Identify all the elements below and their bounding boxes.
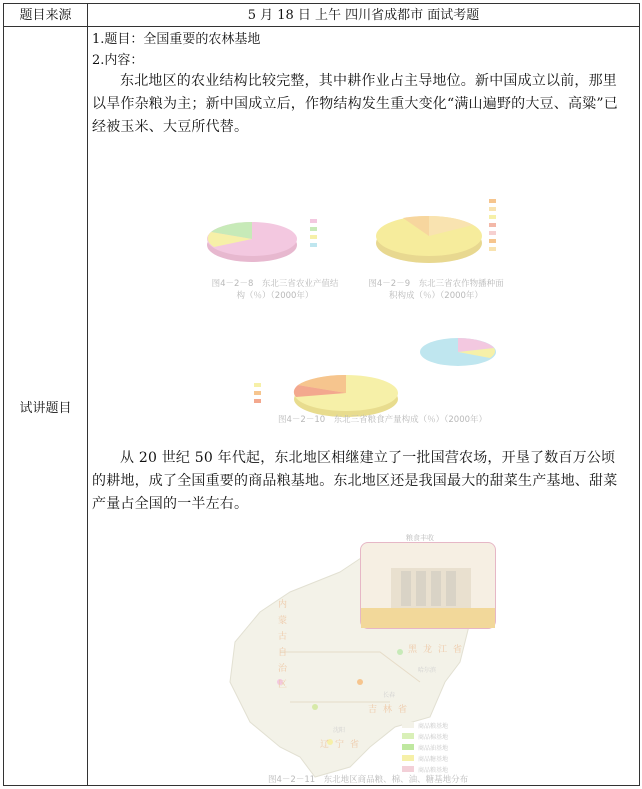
map-label-2: 古 [278, 632, 288, 642]
topic-title: 1.题目：全国重要的农林基地 [92, 32, 261, 47]
paragraph-1: 东北地区的农业结构比较完整，其中耕作业占主导地位。新中国成立以前，那里以旱作杂粮为主；新中国成立后，作物结构发生重大变化“满山遍野的大豆、高粱”已经被玉米、大豆所代替。 [92, 73, 618, 135]
map-label-0: 内 [278, 600, 288, 610]
pie-chart-sown-area [373, 195, 533, 275]
source-value: 5 月 18 日 上午 四川省成都市 面试考题 [247, 8, 480, 23]
map-label-8: 江 [438, 645, 448, 655]
content-label: 2.内容： [92, 53, 144, 68]
header-row [4, 4, 640, 27]
fig8-caption: 图4－2－8 东北三省农业产值结构（％）（2000年） [211, 279, 339, 301]
map-label-9: 省 [453, 645, 463, 655]
paragraph-2: 从 20 世纪 50 年代起，东北地区相继建立了一批国营农场，开垦了数百万公顷的耕地，成了全国重要的商品粮基地。东北地区还是我国最大的甜菜生产基地、甜菜产量占全国的一半左右。 [92, 450, 618, 512]
map-label-17: 长春 [383, 692, 396, 699]
document-table [3, 3, 640, 786]
map-label-1: 蒙 [278, 616, 288, 626]
map-label-11: 林 [383, 705, 393, 715]
map-label-12: 省 [398, 705, 408, 715]
map-label-7: 龙 [423, 645, 433, 655]
fig9-caption: 图4－2－9 东北三省农作物播种面积构成（％）（2000年） [368, 279, 504, 301]
map-label-13: 辽 [320, 740, 330, 750]
map-label-4: 治 [278, 664, 288, 674]
fig11-caption: 图4－2－11 东北地区商品粮、棉、油、糖基地分布 [268, 775, 469, 785]
row-label: 试讲题目 [19, 400, 72, 416]
content-cell [88, 27, 640, 786]
content-row [4, 27, 640, 786]
legend-3: 商品糖基地 [418, 756, 449, 763]
source-label: 题目来源 [19, 8, 72, 23]
map-label-18: 沈阳 [333, 727, 346, 734]
legend-0: 商品粮基地 [418, 723, 449, 730]
pie-chart-grain-small [418, 332, 518, 377]
row-label-cell [4, 27, 88, 786]
source-value-cell [88, 4, 640, 27]
map-label-14: 宁 [335, 740, 345, 750]
map-label-10: 吉 [368, 705, 378, 715]
map-label-15: 省 [350, 740, 360, 750]
map-label-5: 区 [278, 680, 288, 690]
source-label-cell [4, 4, 88, 27]
photo-label: 粮食丰收 [406, 534, 434, 542]
map-label-6: 黑 [408, 645, 418, 655]
fig10-caption: 图4－2－10 东北三省粮食产量构成（％）（2000年） [278, 415, 488, 425]
legend-2: 商品油基地 [418, 745, 449, 752]
legend-1: 商品棉基地 [418, 734, 449, 741]
map-label-3: 自 [278, 648, 288, 658]
map-label-16: 哈尔滨 [418, 667, 437, 674]
legend-4: 商品粮基地 [418, 767, 449, 774]
pie-chart-agri-output [206, 205, 346, 275]
